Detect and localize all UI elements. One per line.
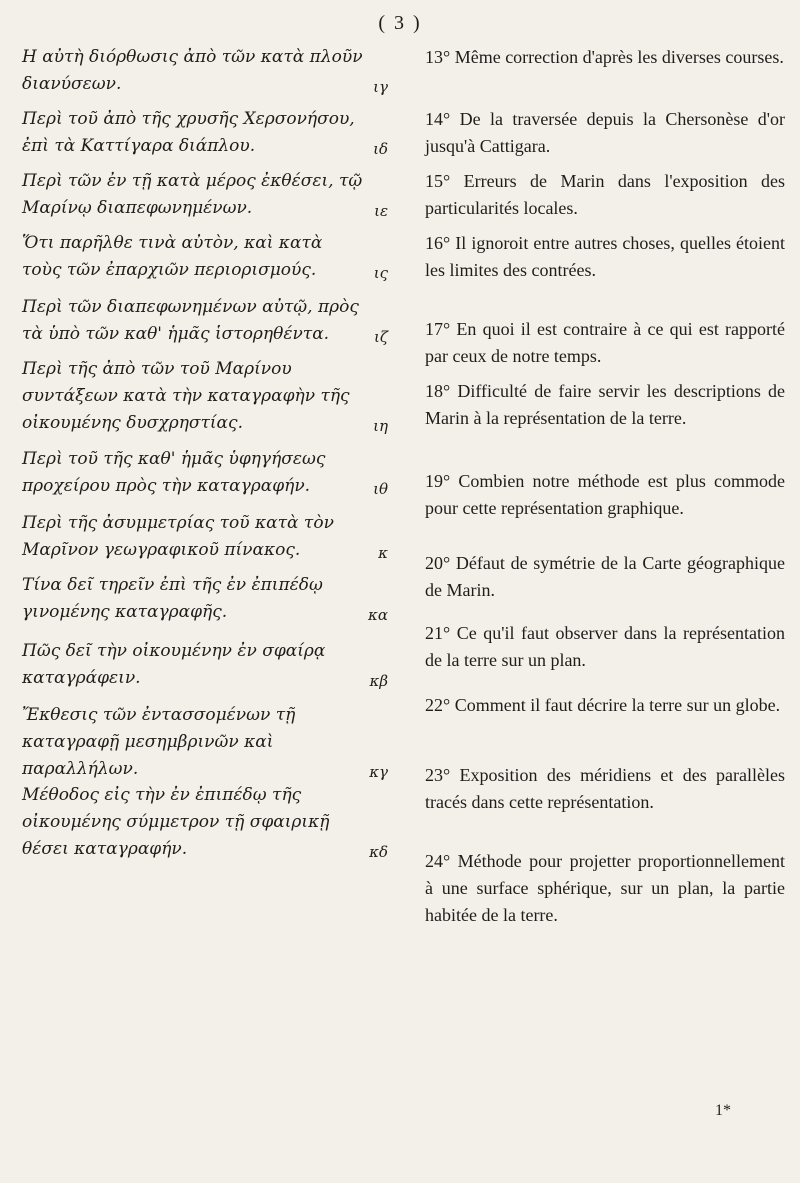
greek-entry-number: κβ xyxy=(369,672,388,690)
french-entry-text: Méthode pour projetter proportionnellement à une surface sphérique, sur un plan, la partie habitée de la terre. xyxy=(425,851,785,925)
greek-entry-text: Περὶ τοῦ ἀπὸ τῆς χρυσῆς Χερσονήσου, ἐπὶ τὰ Καττίγαρα διάπλου. xyxy=(22,109,355,156)
french-entry xyxy=(425,316,785,370)
greek-entry xyxy=(22,782,394,863)
french-entry xyxy=(425,762,785,816)
greek-entry xyxy=(22,294,394,348)
french-entry-number: 18° xyxy=(425,381,451,401)
greek-entry-number: κ xyxy=(378,544,388,562)
page-number: ( 3 ) xyxy=(378,12,422,34)
greek-entry-number: ιθ xyxy=(373,480,388,498)
french-entry xyxy=(425,620,785,674)
greek-entry xyxy=(22,510,394,564)
french-entry-number: 15° xyxy=(425,171,451,191)
french-entry xyxy=(425,44,785,71)
greek-entry-text: Τίνα δεῖ τηρεῖν ἐπὶ τῆς ἐν ἐπιπέδῳ γινομένης καταγραφῆς. xyxy=(22,575,323,622)
greek-entry-text: Περὶ τῆς ἀσυμμετρίας τοῦ κατὰ τὸν Μαρῖνον γεωγραφικοῦ πίνακος. xyxy=(22,513,334,560)
greek-entry xyxy=(22,446,394,500)
french-entry-text: Exposition des méridiens et des parallèles tracés dans cette représentation. xyxy=(425,765,785,812)
french-entry xyxy=(425,168,785,222)
french-entry-text: De la traversée depuis la Chersonèse d'or jusqu'à Cattigara. xyxy=(425,109,786,156)
greek-entry-number: ιε xyxy=(374,202,388,220)
greek-entry xyxy=(22,702,394,783)
french-entry-number: 23° xyxy=(425,765,451,785)
greek-entry-text: Περὶ τοῦ τῆς καθ' ἡμᾶς ὑφηγήσεως προχείρου πρὸς τὴν καταγραφήν. xyxy=(22,449,326,496)
french-entry-number: 24° xyxy=(425,851,451,871)
french-entry-number: 13° xyxy=(425,47,451,67)
greek-entry-number: ιδ xyxy=(373,140,388,158)
french-entry-number: 20° xyxy=(425,553,451,573)
greek-entry-text: Ἔκθεσις τῶν ἐντασσομένων τῇ καταγραφῇ μεσημβρινῶν καὶ παραλλήλων. xyxy=(22,705,296,779)
french-entry xyxy=(425,378,785,432)
greek-entry-text: Περὶ τῶν διαπεφωνημένων αὐτῷ, πρὸς τὰ ὑπὸ τῶν καθ' ἡμᾶς ἱστορηθέντα. xyxy=(22,297,359,344)
french-entry xyxy=(425,692,785,719)
french-entry xyxy=(425,468,785,522)
greek-entry xyxy=(22,168,394,222)
greek-entry-text: Μέθοδος εἰς τὴν ἐν ἐπιπέδῳ τῆς οἰκουμένης σύμμετρον τῇ σφαιρικῇ θέσει καταγραφήν. xyxy=(22,785,330,859)
french-entry xyxy=(425,230,785,284)
french-entry-text: Erreurs de Marin dans l'exposition des particularités locales. xyxy=(425,171,785,218)
french-entry xyxy=(425,848,785,929)
greek-entry-number: κα xyxy=(368,606,388,624)
french-entry xyxy=(425,106,785,160)
greek-entry xyxy=(22,638,394,692)
greek-entry-number: ιη xyxy=(373,417,388,435)
greek-entry-text: Πῶς δεῖ τὴν οἰκουμένην ἐν σφαίρᾳ καταγράφειν. xyxy=(22,641,326,688)
french-entry-number: 17° xyxy=(425,319,451,339)
greek-entry-number: ιγ xyxy=(373,78,388,96)
greek-entry-text: Ὅτι παρῆλθε τινὰ αὐτὸν, καὶ κατὰ τοὺς τῶν ἐπαρχιῶν περιορισμούς. xyxy=(22,233,323,280)
french-entry-number: 19° xyxy=(425,471,451,491)
french-entry-text: Il ignoroit entre autres choses, quelles étoient les limites des contrées. xyxy=(425,233,785,280)
greek-entry xyxy=(22,106,394,160)
french-entry-text: Difficulté de faire servir les descriptions de Marin à la représentation de la terre. xyxy=(425,381,786,428)
greek-entry-number: κδ xyxy=(369,843,388,861)
greek-entry-text: Περὶ τῆς ἀπὸ τῶν τοῦ Μαρίνου συντάξεων κατὰ τὴν καταγραφὴν τῆς οἰκουμένης δυσχρηστίας. xyxy=(22,359,350,433)
greek-entry xyxy=(22,572,394,626)
french-entry-number: 22° xyxy=(425,695,451,715)
french-entry-text: Ce qu'il faut observer dans la représentation de la terre sur un plan. xyxy=(425,623,786,670)
french-entry-number: 14° xyxy=(425,109,451,129)
greek-entry-text: Η αὐτὴ διόρθωσις ἀπὸ τῶν κατὰ πλοῦν διανύσεων. xyxy=(22,47,363,94)
french-entry-number: 16° xyxy=(425,233,451,253)
french-entry-text: Combien notre méthode est plus commode pour cette représentation graphique. xyxy=(425,471,785,518)
greek-entry-text: Περὶ τῶν ἐν τῇ κατὰ μέρος ἐκθέσει, τῷ Μαρίνῳ διαπεφωνημένων. xyxy=(22,171,363,218)
greek-entry xyxy=(22,356,394,437)
french-entry-text: En quoi il est contraire à ce qui est rapporté par ceux de notre temps. xyxy=(425,319,786,366)
french-entry-number: 21° xyxy=(425,623,451,643)
french-entry xyxy=(425,550,785,604)
greek-entry-number: κγ xyxy=(369,763,388,781)
signature-mark: 1* xyxy=(715,1102,731,1119)
greek-entry xyxy=(22,230,394,284)
greek-entry-number: ις xyxy=(373,264,388,282)
greek-entry xyxy=(22,44,394,98)
french-entry-text: Défaut de symétrie de la Carte géographique de Marin. xyxy=(425,553,785,600)
french-entry-text: Même correction d'après les diverses courses. xyxy=(454,47,784,67)
french-entry-text: Comment il faut décrire la terre sur un globe. xyxy=(454,695,781,715)
greek-entry-number: ιζ xyxy=(373,328,388,346)
